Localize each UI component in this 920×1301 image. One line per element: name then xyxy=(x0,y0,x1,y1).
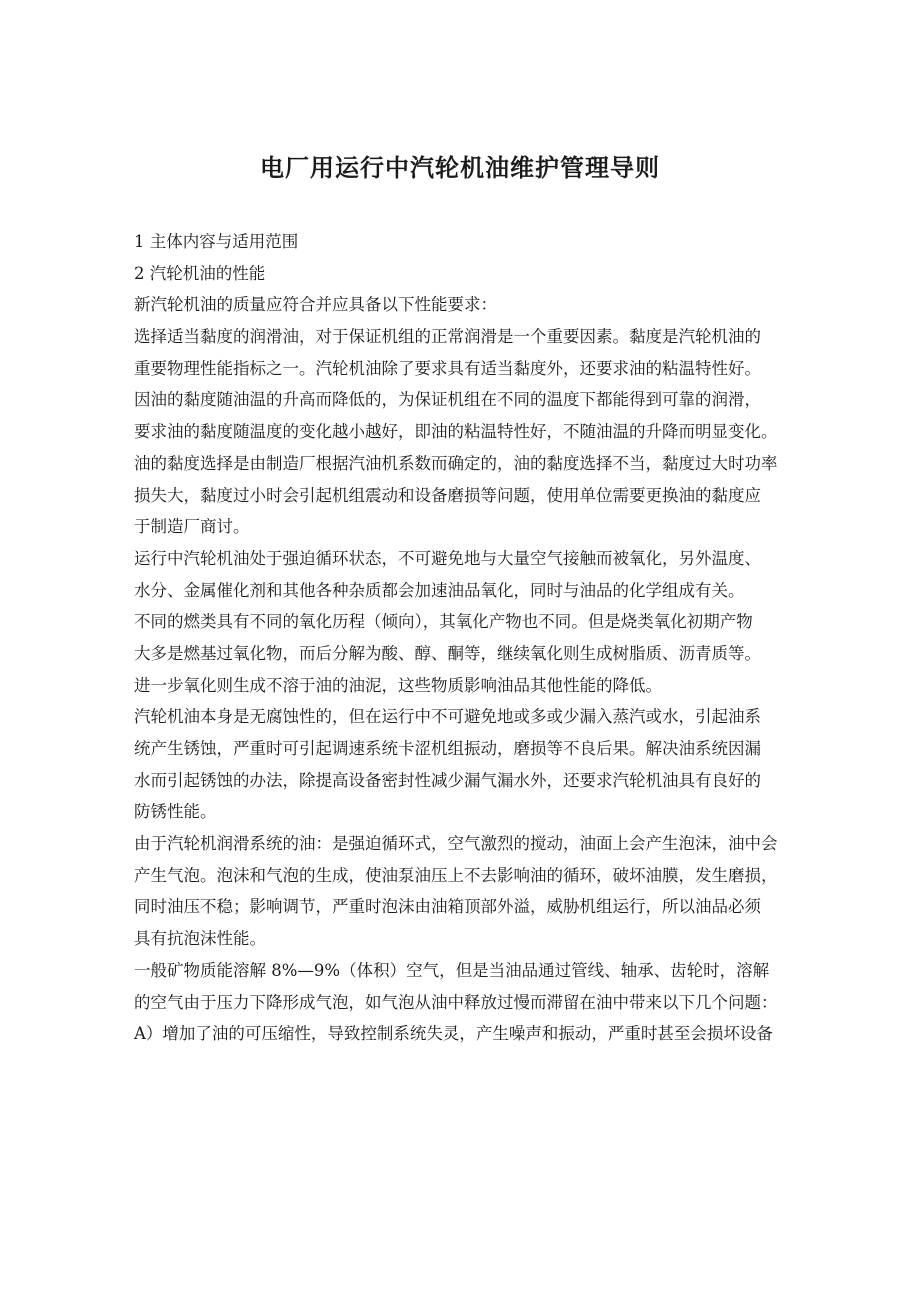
text-line: 运行中汽轮机油处于强迫循环状态，不可避免地与大量空气接触而被氧化，另外温度、 xyxy=(134,548,761,568)
text-line: 一般矿物质能溶解 8%—9%（体积）空气，但是当油品通过管线、轴承、齿轮时，溶解 xyxy=(134,960,770,980)
text-line: 具有抗泡沫性能。 xyxy=(134,929,266,949)
text-line: 1 主体内容与适用范围 xyxy=(134,232,299,251)
text-line: 不同的燃类具有不同的氧化历程（倾向），其氧化产物也不同。但是烧类氧化初期产物 xyxy=(134,612,753,632)
text-line: 要求油的黏度随温度的变化越小越好，即油的粘温特性好，不随油温的升降而明显变化。 xyxy=(134,422,778,442)
text-line: 损失大，黏度过小时会引起机组震动和设备磨损等问题，使用单位需要更换油的黏度应 xyxy=(134,485,761,505)
text-line: 油的黏度选择是由制造厂根据汽油机系数而确定的，油的黏度选择不当，黏度过大时功率 xyxy=(134,453,778,473)
text-line: 的空气由于压力下降形成气泡，如气泡从油中释放过慢而滞留在油中带来以下几个问题： xyxy=(134,992,778,1012)
text-line: 进一步氧化则生成不溶于油的油泥，这些物质影响油品其他性能的降低。 xyxy=(134,675,662,695)
text-line: 选择适当黏度的润滑油，对于保证机组的正常润滑是一个重要因素。黏度是汽轮机油的 xyxy=(134,327,761,347)
text-line: 由于汽轮机润滑系统的油：是强迫循环式，空气激烈的搅动，油面上会产生泡沫，油中会 xyxy=(134,834,778,854)
text-line: 因油的黏度随油温的升高而降低的，为保证机组在不同的温度下都能得到可靠的润滑， xyxy=(134,390,761,410)
text-line: 水分、金属催化剂和其他各种杂质都会加速油品氧化，同时与油品的化学组成有关。 xyxy=(134,580,745,600)
text-line: 汽轮机油本身是无腐蚀性的，但在运行中不可避免地或多或少漏入蒸汽或水，引起油系 xyxy=(134,707,761,727)
text-line: 统产生锈蚀，严重时可引起调速系统卡涩机组振动，磨损等不良后果。解决油系统因漏 xyxy=(134,739,761,758)
page-title: 电厂用运行中汽轮机油维护管理导则 xyxy=(260,154,660,182)
document-body xyxy=(134,226,804,1050)
text-line: 同时油压不稳；影响调节，严重时泡沫由油箱顶部外溢，威胁机组运行，所以油品必须 xyxy=(134,897,761,917)
text-line: 大多是燃基过氧化物，而后分解为酸、醇、酮等，继续氧化则生成树脂质、沥青质等。 xyxy=(134,643,761,663)
text-line: 重要物理性能指标之一。汽轮机油除了要求具有适当黏度外，还要求油的粘温特性好。 xyxy=(134,358,761,378)
text-line: 于制造厂商讨。 xyxy=(134,517,250,537)
text-line: A）增加了油的可压缩性，导致控制系统失灵，产生噪声和振动，严重时甚至会损坏设备 xyxy=(134,1024,773,1044)
text-line: 新汽轮机油的质量应符合并应具备以下性能要求： xyxy=(134,295,497,315)
text-line: 防锈性能。 xyxy=(134,802,217,822)
text-line: 2 汽轮机油的性能 xyxy=(134,263,266,283)
text-line: 水而引起锈蚀的办法，除提高设备密封性减少漏气漏水外，还要求汽轮机油具有良好的 xyxy=(134,770,761,790)
text-line: 产生气泡。泡沫和气泡的生成，使油泵油压上不去影响油的循环，破坏油膜，发生磨损， xyxy=(134,865,778,885)
